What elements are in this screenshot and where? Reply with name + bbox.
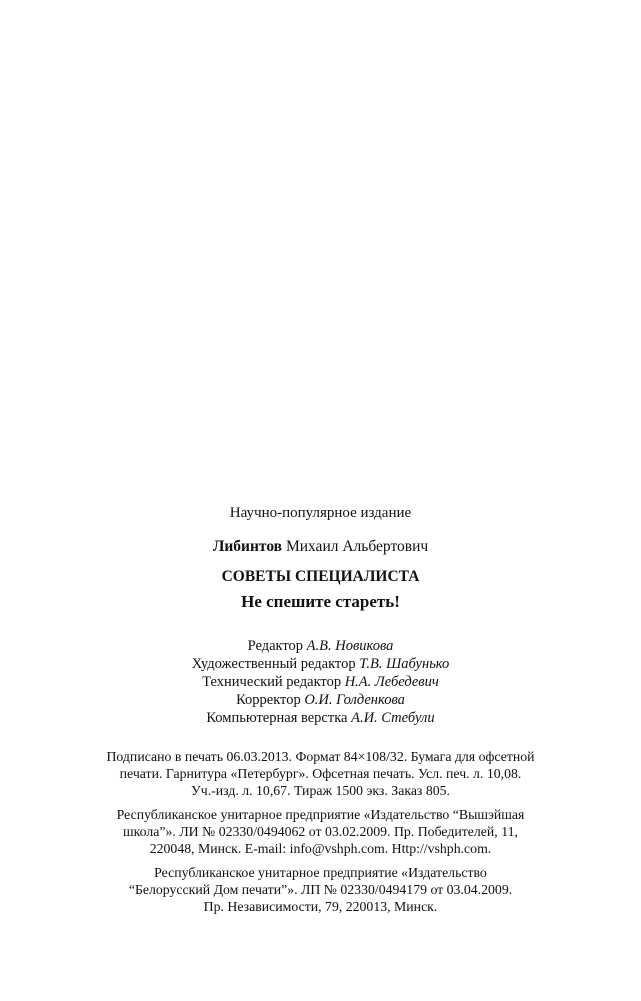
publisher-info-line: школа”». ЛИ № 02330/0494062 от 03.02.2009. Пр. Победителей, 11, xyxy=(123,824,518,839)
credit-art-editor xyxy=(0,655,641,673)
credit-proofreader xyxy=(0,691,641,709)
edition-type: Научно-популярное издание xyxy=(229,505,412,521)
publisher-info-line: 220048, Минск. E-mail: info@vshph.com. Http://vshph.com. xyxy=(149,841,492,856)
credit-person: А.В. Новикова xyxy=(306,638,394,654)
print-info-line: Подписано в печать 06.03.2013. Формат 84×108/32. Бумага для офсетной xyxy=(106,749,535,764)
print-info-line: печати. Гарнитура «Петербург». Офсетная печать. Усл. печ. л. 10,08. xyxy=(119,766,522,781)
author-given-names: Михаил Альбертович xyxy=(285,538,429,555)
credit-role: Редактор xyxy=(247,638,304,654)
publisher-info-line: Республиканское унитарное предприятие «Издательство “Вышэйшая xyxy=(116,807,525,822)
credit-technical-editor xyxy=(0,673,641,691)
printer-info-line: “Белорусский Дом печати”». ЛП № 02330/0494179 от 03.04.2009. xyxy=(128,882,513,897)
print-info-line: Уч.-изд. л. 10,67. Тираж 1500 экз. Заказ 805. xyxy=(191,783,450,798)
credit-person: Н.А. Лебедевич xyxy=(344,674,439,690)
credit-editor xyxy=(0,637,641,655)
credit-layout xyxy=(0,709,641,727)
credit-person: Т.В. Шабунько xyxy=(359,656,450,672)
series-title: СОВЕТЫ СПЕЦИАЛИСТА xyxy=(221,568,420,585)
printer-info-line: Пр. Независимости, 79, 220013, Минск. xyxy=(203,899,438,914)
credit-role: Корректор xyxy=(236,692,301,708)
credit-person: А.И. Стебули xyxy=(351,710,435,726)
author-line xyxy=(0,538,641,556)
credit-role: Художественный редактор xyxy=(191,656,356,672)
printer-info-line: Республиканское унитарное предприятие «Издательство xyxy=(154,865,487,880)
author-surname: Либинтов xyxy=(212,538,283,555)
credit-person: О.И. Голденкова xyxy=(304,692,405,708)
credit-role: Компьютерная верстка xyxy=(206,710,348,726)
credit-role: Технический редактор xyxy=(202,674,342,690)
book-title: Не спешите стареть! xyxy=(241,592,400,611)
